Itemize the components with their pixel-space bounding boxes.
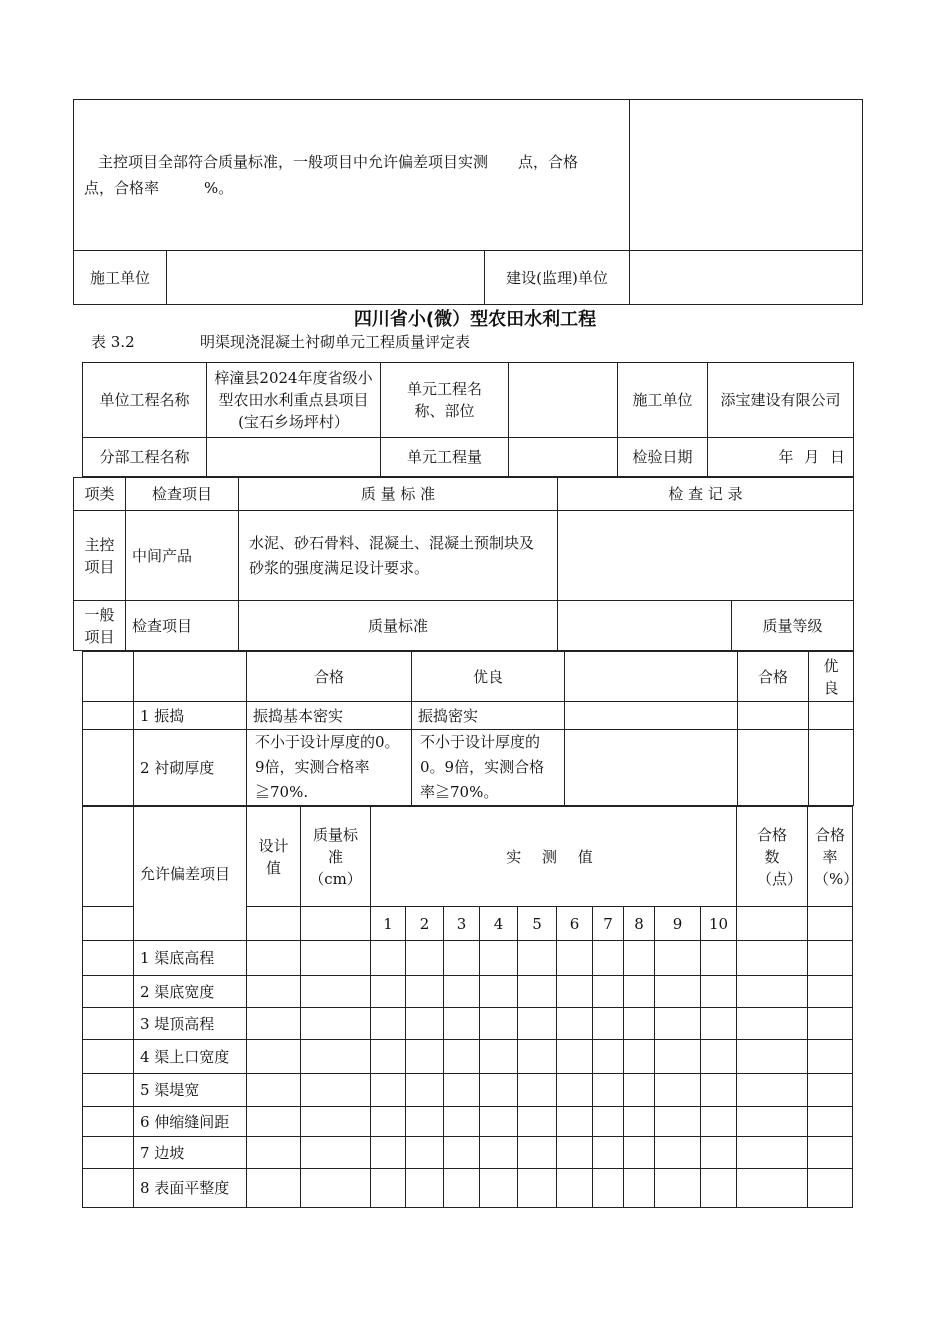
empty-cell (480, 1074, 518, 1107)
measure-index: 2 (406, 907, 444, 941)
empty-cell (247, 941, 301, 976)
branch-value (207, 438, 381, 477)
empty-cell (83, 1040, 134, 1074)
empty-cell (406, 1169, 444, 1208)
tolerance-table (82, 806, 859, 1208)
empty-cell (737, 941, 808, 976)
measure-index: 1 (371, 907, 406, 941)
empty-cell (444, 941, 480, 976)
empty-cell (624, 1040, 655, 1074)
empty-cell (518, 1137, 557, 1169)
empty-cell (247, 1074, 301, 1107)
empty-cell (624, 941, 655, 976)
empty-cell (809, 702, 854, 730)
empty-cell (624, 1169, 655, 1208)
measure-index: 8 (624, 907, 655, 941)
empty-cell (301, 1137, 371, 1169)
empty-cell (83, 1107, 134, 1137)
empty-cell (737, 1137, 808, 1169)
empty-cell (406, 941, 444, 976)
empty-cell (301, 1040, 371, 1074)
empty-cell (444, 1074, 480, 1107)
empty-cell (565, 702, 738, 730)
general-row-pass: 不小于设计厚度的0。9倍，实测合格率≧70%. (247, 730, 412, 806)
empty-cell (624, 1137, 655, 1169)
empty-cell (518, 976, 557, 1008)
unit-project-value: 梓潼县2024年度省级小型农田水利重点县项目(宝石乡场坪村） (207, 363, 381, 438)
general-row-pass: 振捣基本密实 (247, 702, 412, 730)
empty-cell (83, 702, 134, 730)
empty-cell (737, 1074, 808, 1107)
empty-cell (565, 730, 738, 806)
empty-cell (371, 941, 406, 976)
good-header: 优良 (412, 652, 565, 702)
empty-cell (247, 1040, 301, 1074)
tolerance-item: 6 伸缩缝间距 (134, 1107, 247, 1137)
general-row-good: 振捣密实 (412, 702, 565, 730)
empty-cell (808, 1137, 853, 1169)
empty-cell (83, 807, 134, 907)
tolerance-label: 允许偏差项目 (134, 807, 247, 941)
construction-unit-value (167, 251, 485, 305)
empty-cell (371, 1008, 406, 1040)
date-label: 检验日期 (618, 438, 708, 477)
empty-cell (371, 1137, 406, 1169)
date-value: 年 月 日 (708, 438, 854, 477)
empty-cell (808, 907, 853, 941)
empty-cell (701, 1107, 737, 1137)
general-record (558, 601, 732, 651)
empty-cell (808, 1040, 853, 1074)
empty-cell (701, 941, 737, 976)
empty-cell (518, 1169, 557, 1208)
unit-project-label: 单位工程名称 (83, 363, 207, 438)
builder-label: 施工单位 (618, 363, 708, 438)
table-number: 表 3.2 (91, 333, 135, 351)
empty-cell (371, 1074, 406, 1107)
empty-cell (480, 941, 518, 976)
empty-cell (444, 1040, 480, 1074)
info-table (82, 362, 854, 477)
empty-cell (593, 976, 624, 1008)
supervision-unit-value (630, 251, 863, 305)
empty-cell (593, 941, 624, 976)
empty-cell (593, 1074, 624, 1107)
quantity-label: 单元工程量 (381, 438, 509, 477)
pass-count-header: 合格数（点） (737, 807, 808, 907)
empty-cell (518, 1107, 557, 1137)
measure-index: 5 (518, 907, 557, 941)
builder-value: 添宝建设有限公司 (708, 363, 854, 438)
measure-index: 4 (480, 907, 518, 941)
empty-cell (701, 1008, 737, 1040)
empty-cell (480, 1008, 518, 1040)
empty-cell (247, 1169, 301, 1208)
empty-cell (737, 907, 808, 941)
empty-cell (247, 1008, 301, 1040)
quantity-value (509, 438, 618, 477)
col-item: 检查项目 (126, 478, 239, 511)
empty-cell (557, 1074, 593, 1107)
construction-unit-label: 施工单位 (74, 251, 167, 305)
empty-cell (406, 1074, 444, 1107)
empty-cell (406, 1137, 444, 1169)
empty-cell (301, 1169, 371, 1208)
empty-cell (701, 1074, 737, 1107)
empty-cell (593, 1107, 624, 1137)
general-label: 一般项目 (74, 601, 126, 651)
col-record: 检 查 记 录 (558, 478, 854, 511)
control-standard: 水泥、砂石骨料、混凝土、混凝土预制块及砂浆的强度满足设计要求。 (239, 511, 558, 601)
empty-cell (480, 976, 518, 1008)
empty-cell (557, 1040, 593, 1074)
empty-cell (737, 1169, 808, 1208)
measure-index: 10 (701, 907, 737, 941)
empty-cell (444, 1107, 480, 1137)
table-name: 明渠现浇混凝土衬砌单元工程质量评定表 (200, 333, 471, 351)
top-conclusion-table (73, 99, 863, 305)
empty-cell (371, 1169, 406, 1208)
empty-cell (518, 1040, 557, 1074)
empty-cell (655, 1169, 701, 1208)
empty-cell (593, 1040, 624, 1074)
empty-cell (738, 730, 809, 806)
empty-cell (83, 652, 134, 702)
general-row-name: 1 振捣 (134, 702, 247, 730)
empty-cell (808, 1107, 853, 1137)
tolerance-item: 5 渠堤宽 (134, 1074, 247, 1107)
branch-label: 分部工程名称 (83, 438, 207, 477)
empty-cell (738, 702, 809, 730)
empty-cell (593, 1008, 624, 1040)
empty-cell (557, 1008, 593, 1040)
general-row-good: 不小于设计厚度的0。9倍，实测合格率≧70%。 (412, 730, 565, 806)
empty-cell (655, 1040, 701, 1074)
empty-cell (83, 1169, 134, 1208)
empty-cell (737, 976, 808, 1008)
empty-cell (301, 941, 371, 976)
empty-cell (83, 907, 134, 941)
empty-cell (808, 1169, 853, 1208)
tolerance-item: 1 渠底高程 (134, 941, 247, 976)
empty-cell (301, 907, 371, 941)
empty-cell (83, 1008, 134, 1040)
empty-cell (444, 1169, 480, 1208)
empty-cell (518, 941, 557, 976)
empty-cell (406, 1040, 444, 1074)
empty-cell (301, 1107, 371, 1137)
general-item: 检查项目 (126, 601, 239, 651)
supervision-unit-label: 建设(监理)单位 (485, 251, 630, 305)
empty-cell (655, 1008, 701, 1040)
empty-cell (655, 976, 701, 1008)
measured-header: 实 测 值 (371, 807, 737, 907)
quality-std-header: 质量标准（cm） (301, 807, 371, 907)
empty-cell (701, 1169, 737, 1208)
empty-cell (480, 1040, 518, 1074)
empty-cell (701, 1040, 737, 1074)
element-value (509, 363, 618, 438)
conclusion-signature-cell (630, 100, 863, 251)
empty-cell (406, 1107, 444, 1137)
empty-cell (557, 1137, 593, 1169)
empty-cell (624, 1107, 655, 1137)
empty-cell (808, 1074, 853, 1107)
empty-cell (737, 1107, 808, 1137)
measure-index: 7 (593, 907, 624, 941)
empty-cell (808, 976, 853, 1008)
measure-index: 3 (444, 907, 480, 941)
empty-cell (480, 1137, 518, 1169)
empty-cell (480, 1169, 518, 1208)
empty-cell (557, 1107, 593, 1137)
control-label: 主控项目 (74, 511, 126, 601)
empty-cell (624, 1074, 655, 1107)
tolerance-item: 3 堤顶高程 (134, 1008, 247, 1040)
empty-cell (371, 1107, 406, 1137)
empty-cell (655, 941, 701, 976)
empty-cell (655, 1137, 701, 1169)
empty-cell (444, 1137, 480, 1169)
empty-cell (808, 1008, 853, 1040)
tolerance-item: 4 渠上口宽度 (134, 1040, 247, 1074)
measure-index: 9 (655, 907, 701, 941)
page-title: 四川省小(微）型农田水利工程 (353, 309, 597, 330)
good-grade-header: 优良 (809, 652, 854, 702)
control-item: 中间产品 (126, 511, 239, 601)
empty-cell (593, 1137, 624, 1169)
empty-cell (301, 976, 371, 1008)
empty-cell (624, 976, 655, 1008)
col-standard: 质 量 标 准 (239, 478, 558, 511)
empty-cell (557, 941, 593, 976)
empty-cell (83, 941, 134, 976)
empty-cell (406, 976, 444, 1008)
empty-cell (83, 1074, 134, 1107)
main-check-table (73, 477, 854, 651)
general-standard: 质量标准 (239, 601, 558, 651)
empty-cell (557, 1169, 593, 1208)
empty-cell (655, 1107, 701, 1137)
control-record (558, 511, 854, 601)
empty-cell (808, 941, 853, 976)
col-type: 项类 (74, 478, 126, 511)
empty-cell (371, 976, 406, 1008)
empty-cell (247, 1137, 301, 1169)
empty-cell (701, 976, 737, 1008)
empty-cell (301, 1008, 371, 1040)
empty-cell (83, 976, 134, 1008)
general-items-table (82, 651, 854, 806)
empty-cell (247, 907, 301, 941)
empty-cell (737, 1008, 808, 1040)
empty-cell (247, 1107, 301, 1137)
general-grade: 质量等级 (732, 601, 854, 651)
empty-cell (371, 1040, 406, 1074)
empty-cell (655, 1074, 701, 1107)
empty-cell (480, 1107, 518, 1137)
tolerance-item: 8 表面平整度 (134, 1169, 247, 1208)
general-row-name: 2 衬砌厚度 (134, 730, 247, 806)
empty-cell (406, 1008, 444, 1040)
empty-cell (624, 1008, 655, 1040)
empty-cell (518, 1008, 557, 1040)
empty-cell (809, 730, 854, 806)
empty-cell (737, 1040, 808, 1074)
design-value-header: 设计值 (247, 807, 301, 907)
empty-cell (701, 1137, 737, 1169)
pass-header: 合格 (247, 652, 412, 702)
tolerance-item: 2 渠底宽度 (134, 976, 247, 1008)
empty-cell (301, 1074, 371, 1107)
element-label: 单元工程名称、部位 (381, 363, 509, 438)
empty-cell (134, 652, 247, 702)
empty-cell (557, 976, 593, 1008)
empty-cell (83, 730, 134, 806)
pass-rate-header: 合格率（%） (808, 807, 853, 907)
empty-cell (593, 1169, 624, 1208)
empty-cell (247, 976, 301, 1008)
empty-cell (444, 976, 480, 1008)
empty-cell (83, 1137, 134, 1169)
tolerance-item: 7 边坡 (134, 1137, 247, 1169)
pass-grade-header: 合格 (738, 652, 809, 702)
empty-cell (565, 652, 738, 702)
measure-index: 6 (557, 907, 593, 941)
empty-cell (444, 1008, 480, 1040)
conclusion-text: 主控项目全部符合质量标准，一般项目中允许偏差项目实测 点，合格 点，合格率 %。 (74, 100, 630, 251)
empty-cell (518, 1074, 557, 1107)
